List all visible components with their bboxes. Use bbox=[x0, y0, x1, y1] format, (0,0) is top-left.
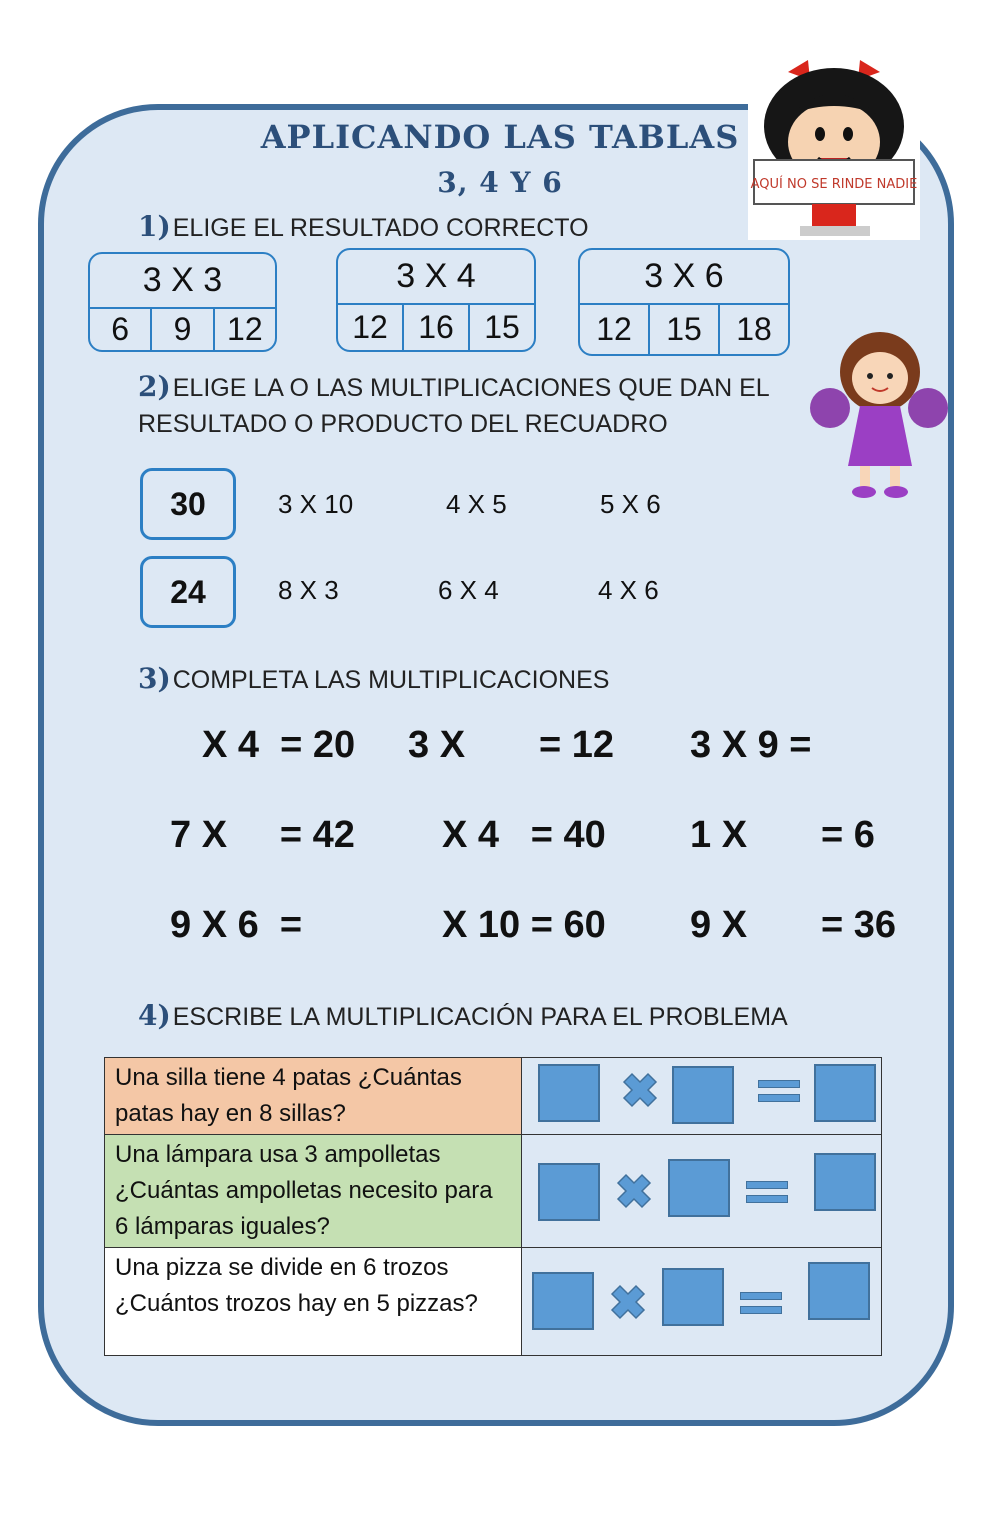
answer-square[interactable] bbox=[538, 1163, 600, 1221]
equation[interactable]: 3 X 9 = bbox=[690, 724, 812, 766]
section-1-heading: 1)ELIGE EL RESULTADO CORRECTO bbox=[138, 210, 589, 243]
answer-square[interactable] bbox=[808, 1262, 870, 1320]
equation[interactable]: 3 X = 12 bbox=[408, 724, 614, 766]
equals-icon bbox=[740, 1292, 782, 1318]
sign-text: AQUÍ NO SE RINDE NADIE bbox=[750, 177, 918, 192]
equation[interactable]: 1 X = 6 bbox=[690, 814, 875, 856]
section-4-heading: 4)ESCRIBE LA MULTIPLICACIÓN PARA EL PROBLEMA bbox=[138, 999, 788, 1032]
section-2-heading: 2)ELIGE LA O LAS MULTIPLICACIONES QUE DAN EL bbox=[138, 370, 770, 403]
equation[interactable]: X 10 = 60 bbox=[442, 904, 606, 946]
problem-text: Una pizza se divide en 6 trozos ¿Cuántos trozos hay en 5 pizzas? bbox=[105, 1248, 522, 1356]
section-3-heading: 3)COMPLETA LAS MULTIPLICACIONES bbox=[138, 662, 610, 695]
operation: 3 X 3 bbox=[90, 254, 275, 309]
problem-text: Una lámpara usa 3 ampolletas ¿Cuántas ampolletas necesito para 6 lámparas iguales? bbox=[105, 1135, 522, 1248]
answer-option[interactable]: 12 bbox=[338, 305, 404, 350]
equation[interactable]: X 4 = 40 bbox=[442, 814, 606, 856]
section-2-heading-line2: RESULTADO O PRODUCTO DEL RECUADRO bbox=[138, 410, 668, 438]
equation[interactable]: 7 X = 42 bbox=[170, 814, 355, 856]
multiplication-choice[interactable]: 3 X 10 bbox=[278, 489, 354, 519]
equals-icon bbox=[758, 1080, 800, 1106]
equals-icon bbox=[746, 1181, 788, 1207]
answer-square[interactable] bbox=[538, 1064, 600, 1122]
answer-option[interactable]: 16 bbox=[404, 305, 470, 350]
multiplication-choice[interactable]: 8 X 3 bbox=[278, 575, 339, 605]
choice-box-2 bbox=[336, 248, 536, 352]
mafalda-sign-illustration bbox=[748, 54, 920, 240]
answer-square[interactable] bbox=[662, 1268, 724, 1326]
result-box: 24 bbox=[140, 556, 236, 628]
answer-square[interactable] bbox=[814, 1153, 876, 1211]
answer-square[interactable] bbox=[532, 1272, 594, 1330]
equation[interactable]: 9 X = 36 bbox=[690, 904, 896, 946]
answer-option[interactable]: 12 bbox=[227, 311, 263, 347]
operation: 3 X 4 bbox=[338, 250, 534, 305]
multiplication-choice[interactable]: 4 X 6 bbox=[598, 575, 659, 605]
cheerleader-illustration bbox=[808, 326, 950, 502]
multiply-icon bbox=[612, 1169, 656, 1213]
multiply-icon bbox=[618, 1068, 662, 1112]
operation: 3 X 6 bbox=[580, 250, 788, 305]
answer-option[interactable]: 18 bbox=[736, 311, 772, 347]
page-subtitle: 3, 4 Y 6 bbox=[437, 166, 563, 199]
choice-box-3 bbox=[578, 248, 790, 356]
multiplication-choice[interactable]: 5 X 6 bbox=[600, 489, 661, 519]
page-title: APLICANDO LAS TABLAS bbox=[260, 118, 740, 156]
problems-table bbox=[104, 1057, 882, 1356]
answer-option[interactable]: 15 bbox=[650, 305, 720, 354]
answer-square[interactable] bbox=[814, 1064, 876, 1122]
answer-cell bbox=[522, 1135, 882, 1248]
answer-cell bbox=[522, 1058, 882, 1135]
answer-cell bbox=[522, 1248, 882, 1356]
equation[interactable]: X 4 = 20 bbox=[202, 724, 356, 766]
answer-option[interactable]: 15 bbox=[484, 309, 520, 345]
multiplication-choice[interactable]: 6 X 4 bbox=[438, 575, 499, 605]
answer-option[interactable]: 12 bbox=[580, 305, 650, 354]
multiply-icon bbox=[606, 1280, 650, 1324]
answer-square[interactable] bbox=[668, 1159, 730, 1217]
choice-box-1 bbox=[88, 252, 277, 352]
equation[interactable]: 9 X 6 = bbox=[170, 904, 303, 946]
answer-square[interactable] bbox=[672, 1066, 734, 1124]
result-box: 30 bbox=[140, 468, 236, 540]
answer-option[interactable]: 6 bbox=[90, 309, 152, 350]
problem-text: Una silla tiene 4 patas ¿Cuántas patas hay en 8 sillas? bbox=[105, 1058, 522, 1135]
answer-option[interactable]: 9 bbox=[152, 309, 214, 350]
multiplication-choice[interactable]: 4 X 5 bbox=[446, 489, 507, 519]
